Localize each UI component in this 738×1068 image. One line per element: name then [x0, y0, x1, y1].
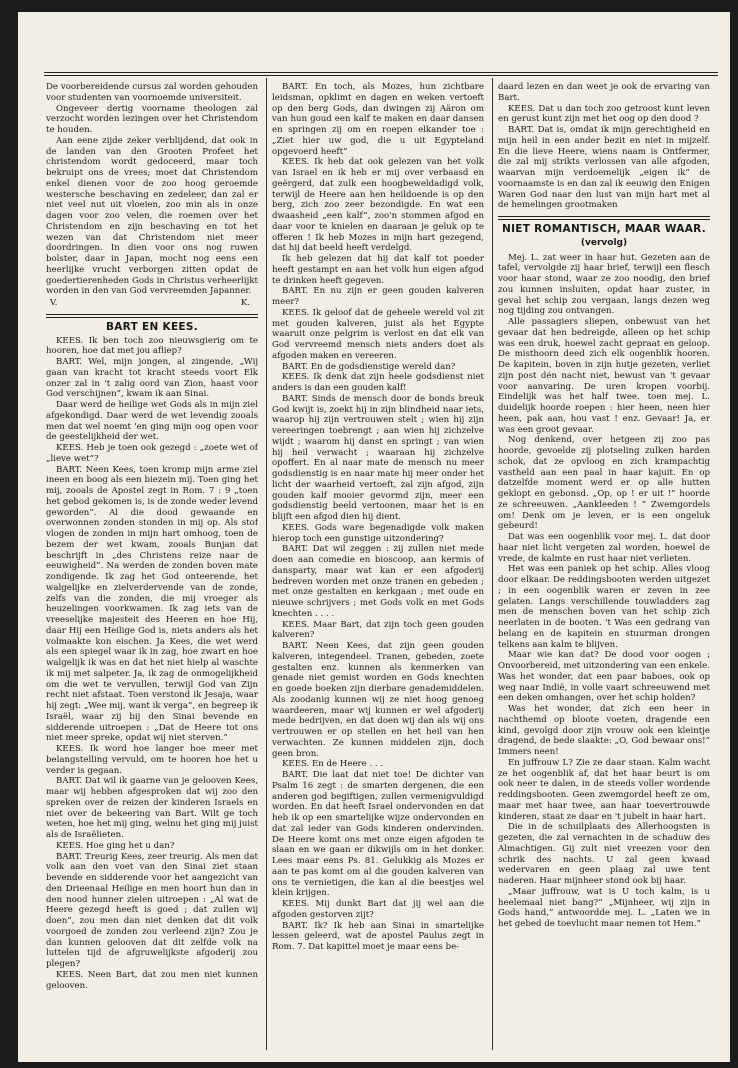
article-title: BART EN KEES. [105, 320, 199, 333]
intro-paragraph: Ongeveer dertig voorname theologen zal verzocht worden lezingen over het Christendom te houden. [46, 103, 258, 135]
section-separator [46, 314, 258, 315]
column-3 [498, 82, 710, 1047]
story-paragraph: Dat was een oogenblik voor mej. L. dat door haar niet licht vergeten zal worden, hoewel de vrede, de kalmte en rust haar niet verlieten. [498, 532, 710, 564]
dialogue-paragraph: BART. Neen Kees, toen kromp mijn arme ziel ineen en boog als een biezein mij. Toen ging het mij, zooals de Apostel zegt in Rom. 7 : 9 „toen het gebod gekomen is, is de zonde weder levend geworden”. Al die dood gewaande en overwonnen zonden stonden in mij op. Als stof vlogen de zonden in mijn hart omhoog, toen de bezem der wet kwam, zooals Bunjan dat beschrijft in „des Christens reize naar de eeuwigheid”. Na werden de zonden boven mate zondigende. Ik zag het God onteerende, het walgelijke en zielverdervende van de zonde, zelfs van die zonden, die mij vroeger als heuzelingen voorkwamen. Ik zag iets van de vreeselijke majesteit des Heeren en hoe Hij, daar Hij een Heilige God is, niets anders als het volmaakte kon eischen. Ja Kees, die wet werd als een spiegel waar ik in zag, hoe zwart en hoe walgelijk ik was en dat het niet hielp al waschte ik mij met salpeter. Ja, ik zag de onmogelijkheid om die wet te vervullen, terwijl God van Zijn recht niet afstaat. Toen verstond ik Jesaja, waar hij zegt: „Wee mij, want ik verga”, en begreep ik Israël, waar zij bij den Sinai bevende en sidderende uitroepen : „Dat de Heere tot ons niet meer spreke, opdat wij niet sterven.” [46, 464, 258, 744]
dialogue-paragraph: KEES. Ik geloof dat de geheele wereld vol zit met gouden kalveren, juist als het Egypte waaruit onze pelgrim is verlost en dat elk van God vervreemd mensch niets anders doet als afgoden maken en vereeren. [272, 307, 484, 361]
signature-right: K. [240, 298, 250, 308]
dialogue-paragraph: BART. En de godsdienstige wereld dan? [282, 361, 456, 372]
column-2 [272, 82, 484, 1047]
article-title: NIET ROMANTISCH, MAAR WAAR. [501, 223, 706, 235]
top-rule [44, 72, 718, 73]
story-paragraph: Die in de schuilplaats des Allerhoogsten is gezeten, die zal vernachten in de schaduw des Almachtigen. Gij zult niet vreezen voor den schrik des nachts. U zal geen kwaad wedervaren en geen plaag zal uwe tent naderen. Haar mijnheer stond ook bij haar. [498, 822, 710, 886]
section-separator-thin [46, 317, 258, 318]
dialogue-paragraph: KEES. Hoe ging het u dan? [56, 840, 175, 851]
dialogue-paragraph: KEES. En de Heere . . . [282, 759, 384, 770]
dialogue-paragraph: KEES. Mij dunkt Bart dat jij wel aan die afgoden gestorven zijt? [272, 899, 484, 920]
story-paragraph: Mej. L. zat weer in haar hut. Gezeten aan de tafel, vervolgde zij haar brief, terwijl een flesch voor haar stond, waar ze zoo noodig, den brief zou kunnen insluiten, opdat haar zuster, in geval het schip zou vergaan, langs dezen weg nog tijding zou ontvangen. [498, 252, 710, 317]
story-paragraph: Maar wie kan dat? De dood voor oogen ; Onvoorbereid, met uitzondering van een enkele. Was het wonder, dat een paar baboes, ook op weg naar Indië, in volle vaart schreeuwend met een deken omhangen, over het schip holden? [498, 650, 710, 704]
dialogue-paragraph: KEES. Ik heb dat ook gelezen van het volk van Israel en ik heb er mij over verbaasd en geërgerd, dat zulk een hoogbeweldadigd volk, terwijl de Heere aan hen heildoende is op den berg, zich zoo zeer bezondigde. En wat een dwaasheid „een kalf”, zoo'n stommen afgod en daar voor te knielen en daaraan je geluk op te offeren ! Ik heb Mozes in mijn hart gezegend, dat hij dat beeld heeft verdelgd. [272, 157, 484, 254]
dialogue-paragraph: KEES. Ik word hoe langer hoe meer met belangstelling vervuld, om te hooren hoe het u verder is gegaan. [46, 744, 258, 776]
story-paragraph: „Maar juffrouw, wat is U toch kalm, is u heelemaal niet bang?” „Mijnheer, wij zijn in Gods hand,” antwoordde mej. L. „Laten we in het gebed de toevlucht maar nemen tot Hem.” [498, 886, 710, 929]
dialogue-paragraph: BART. Sinds de mensch door de bonds breuk God kwijt is, zoekt hij in zijn blindheid naar iets, waarop hij zijn vertrouwen stelt ; wien hij zijn vereeringen toebrengt ; aan wien hij zichzelve wijdt ; waarom hij danst en springt ; van wien hij heil verwacht ; waaraan hij zichzelve opoffert. En al naar mate de mensch nu meer godsdienstig is en naar mate hij meer onder het licht der waarheid vertoeft, zal zijn afgod, zijn gouden kalf mooier gevormd zijn, meer een godsdienstig beeld vertoonen, maar het is en blijft een afgod dien hij dient. [272, 393, 484, 522]
top-rule-thin [44, 75, 718, 76]
dialogue-paragraph: BART. Treurig Kees, zeer treurig. Als men dat volk aan den voet van den Sinai ziet staan bevende en sidderende voor het aangezicht van den Drieenaal Heilige en men hoort hun dan in den nood hunner zielen uitroepen : „Al wat de Heere gezegd heeft is goed ; dat zullen wij doen”, zou men dan niet denken dat dit volk voorgoed de zonden zou verleend zijn? Zou je dan kunnen gelooven dat dit zelfde volk na luttelen tijd de afgruwelijkste afgoderij zou plegen? [46, 851, 258, 969]
dialogue-paragraph: BART. Die laat dat niet toe! De dichter van Psalm 16 zegt : de smarten dergenen, die een anderen god begiftigen, zullen vermenigvuldigd worden. En dat heeft Israel ondervonden en dat heb ik op een smartelijke wijze ondervonden en dat zal ieder van Gods kinderen ondervinden. De Heere komt ons met onze eigen afgoden te slaan en we gaan er dikwijls om in het donker. Lees maar eens Ps. 81. Gelukkig als Mozes er aan te pas komt om al die gouden kalveren van ons te vernietigen, die kan al die beestjes wel klein krijgen. [272, 770, 484, 899]
article-subtitle: (vervolg) [580, 237, 628, 248]
dialogue-paragraph: KEES. Ik denk dat zijn heele godsdienst niet anders is dan een gouden kalf! [272, 372, 484, 393]
column-rule [492, 78, 493, 1050]
dialogue-paragraph: KEES. Heb je toen ook gezegd : „zoete wet of „lieve wet”? [46, 443, 258, 464]
story-paragraph: Nog denkend, over hetgeen zij zoo pas hoorde, gevoelde zij plotseling zulken harden schok, dat ze opvloog en zich krampachtig vastheld aan een paal in haar kajuit. En op datzelfde moment werd er op alle hutten geklopt en gebonsd. „Op, op ! er uit !” hoorde ze schreeuwen. „Aankleeden ! ” Zwemgordels om! Denk om je leven, er is een ongeluk gebeurd! [498, 435, 710, 532]
dialogue-paragraph: daard lezen en dan weet je ook de ervaring van Bart. [498, 82, 710, 103]
signature-left: V. [50, 298, 58, 308]
dialogue-paragraph: Ik heb gelezen dat hij dat kalf tot poeder heeft gestampt en aan het volk hun eigen afgod te drinken heeft gegeven. [272, 254, 484, 286]
dialogue-paragraph: KEES. Dat u dan toch zoo getroost kunt leven en gerust kunt zijn met het oog op den dood ? [498, 103, 710, 125]
dialogue-paragraph: Daar werd de heilige wet Gods als in mijn ziel afgekondigd. Daar werd de wet levendig zooals men dat wel noemt 'en ging mijn oog open voor de geestelijkheid der wet. [46, 400, 258, 443]
dialogue-paragraph: KEES. Ik ben toch zoo nieuwsgierig om te hooren, hoe dat met jou afliep? [46, 335, 258, 357]
section-separator [498, 216, 710, 217]
story-paragraph: Het was een paniek op het schip. Alles vloog door elkaar. De reddingsbooten werden uitgezet ; in een oogenblik waren er zeven in zee gelaten. Langs verschillende touwladders zag men de menschen boven van het schip zich neerlaten in de booten. 't Was een gedrang van belang en de kapitein en stuurman drongen telkens aan kalm te blijven. [498, 564, 710, 650]
signature [46, 298, 258, 309]
dialogue-paragraph: BART. Dat wil ik gaarne van je gelooven Kees, maar wij hebben afgesproken dat wij zoo den spreken over de reizen der kinderen Israels en niet over de bekeering van Bart. Wilt ge toch weten, hoe het mij ging, welnu het ging mij juist als de Israëlieten. [46, 776, 258, 840]
intro-paragraph: Aan eene zijde zeker verblijdend, dat ook in de landen van den Grooten Profeet het christendom wordt gedoceerd, maar toch bekruipt ons de vrees; moet dat Christendom enkel dienen voor de zoo hoog geroemde westersche beschaving en zedeleer, dan zal er niet veel nut uit vloeien, zoo min als in onze dagen voor zoo velen, die roemen over het Christendom en zijn beschaving en tot het wezen van dat Christendom niet meer doordringen. In dien voor ons nog ruwen bolster, daar in Japan, mocht nog eens een heerlijke vrucht verborgen zitten opdat de goedertierenheden Gods in Christus verheerlijkt worden in den van God vervreemden Japanner. [46, 135, 258, 297]
newspaper-page [18, 12, 730, 1062]
intro-paragraph: De voorbereidende cursus zal worden gehouden voor studenten van voornoemde universiteit. [46, 82, 258, 103]
dialogue-paragraph: BART. Wel, mijn jongen, al zingende, „Wij gaan van kracht tot kracht steeds voort Elk onzer zal in 't zalig oord van Zion, haast voor God verschijnen”, kwam ik aan Sinai. [46, 357, 258, 400]
column-rule [266, 78, 267, 1050]
dialogue-paragraph: KEES. Maar Bart, dat zijn toch geen gouden kalveren? [272, 619, 484, 641]
dialogue-paragraph: BART. Neen Kees, dat zijn geen gouden kalveren, integendeel. Tranen, gebeden, zoete gestalten enz. kunnen als kenmerken van genade niet gemist worden en Gods knechten en goede boeken zijn dierbare genademiddelen. Als zoodanig kunnen wij ze niet hoog genoeg waardeeren, maar wij kunnen er wel afgoderij mede bedrijven, en dat doen wij dan als wij ons vertrouwen er op stellen en het heil van hen verwachten. Ze kunnen middelen zijn, doch geen bron. [272, 641, 484, 759]
column-1 [46, 82, 258, 1047]
section-separator-thin [498, 219, 710, 220]
dialogue-paragraph: BART. Dat is, omdat ik mijn gerechtigheid en mijn heil in een ander bezit en niet in mijzelf. En die lieve Heere, wiens naam is Ontfermer, die zal mij strikts verlossen van alle afgoden, waarvan mijn verdoemelijk „eigen ik” de voornaamste is en dan zal ik eeuwig den Enigen Waren God naar den lust van mijn hart met al de hemelingen grootmaken [498, 125, 710, 211]
dialogue-paragraph: KEES. Gods ware begenadigde volk maken hierop toch een gunstige uitzondering? [272, 522, 484, 544]
dialogue-paragraph: KEES. Neen Bart, dat zou men niet kunnen gelooven. [46, 969, 258, 991]
dialogue-paragraph: BART. Ik? Ik heb aan Sinai in smartelijke lessen geleerd, wat de apostel Paulus zegt in Rom. 7. Dat kapittel moet je maar eens be- [272, 920, 484, 952]
story-paragraph: Was het wonder, dat zich een heer in nachthemd op bloote voeten, dragende een kind, gevolgd door zijn vrouw ook een kleintje dragend, de bede slaakte: „O, God bewaar ons!” Immers neen! [498, 704, 710, 757]
dialogue-paragraph: BART. Dat wil zeggen : zij zullen niet mede doen aan comedie en bioscoop, aan kermis of dansparty, maar wat kan er een afgoderij bedreven worden met onze tranen en gebeden ; met onze gestalten en kerkgaan ; met oude en nieuwe schrijvers ; met Gods volk en met Gods knechten . . . . [272, 544, 484, 619]
dialogue-paragraph: BART. En toch, als Mozes, hun zichtbare leidsman, opklimt en dagen en weken vertoeft op den berg Gods, dan dwingen zij Aäron om van hun goud een kalf te maken en daar dansen en springen zij om en roepen elkander toe : „Ziet hier uw god, die u uit Egypteland opgevoerd heeft” [272, 82, 484, 157]
story-paragraph: En juffrouw L? Zie ze daar staan. Kalm wacht ze het oogenblik af, dat het haar beurt is om ook neer te dalen, in de steeds voller wordende reddingsbooten. Geen zwemgordel heeft ze om, maar met haar twee, aan haar toevertrouwde kinderen, staat ze daar en 't jubelt in haar hart. [498, 757, 710, 822]
story-paragraph: Alle passagiers sliepen, onbewust van het gevaar dat hen bedreigde, alleen op het schip was een druk, hoewel zacht gepraat en geloop. De misthoorn deed zich elk oogenblik hooren. De kapitein, boven in zijn hutje gezeten, verliet zijn post dén nacht niet, bewust van 't gevaar voor aanvaring. De uren kropen voorbij. Eindelijk was het half twee. toen mej. L. duidelijk hoorde roepen : hier heen, neen hier heen, pak aan, hou vast ! enz. Gevaar! Ja, er was een groot gevaar. [498, 317, 710, 435]
dialogue-paragraph: BART. En nu zijn er geen gouden kalveren meer? [272, 286, 484, 307]
